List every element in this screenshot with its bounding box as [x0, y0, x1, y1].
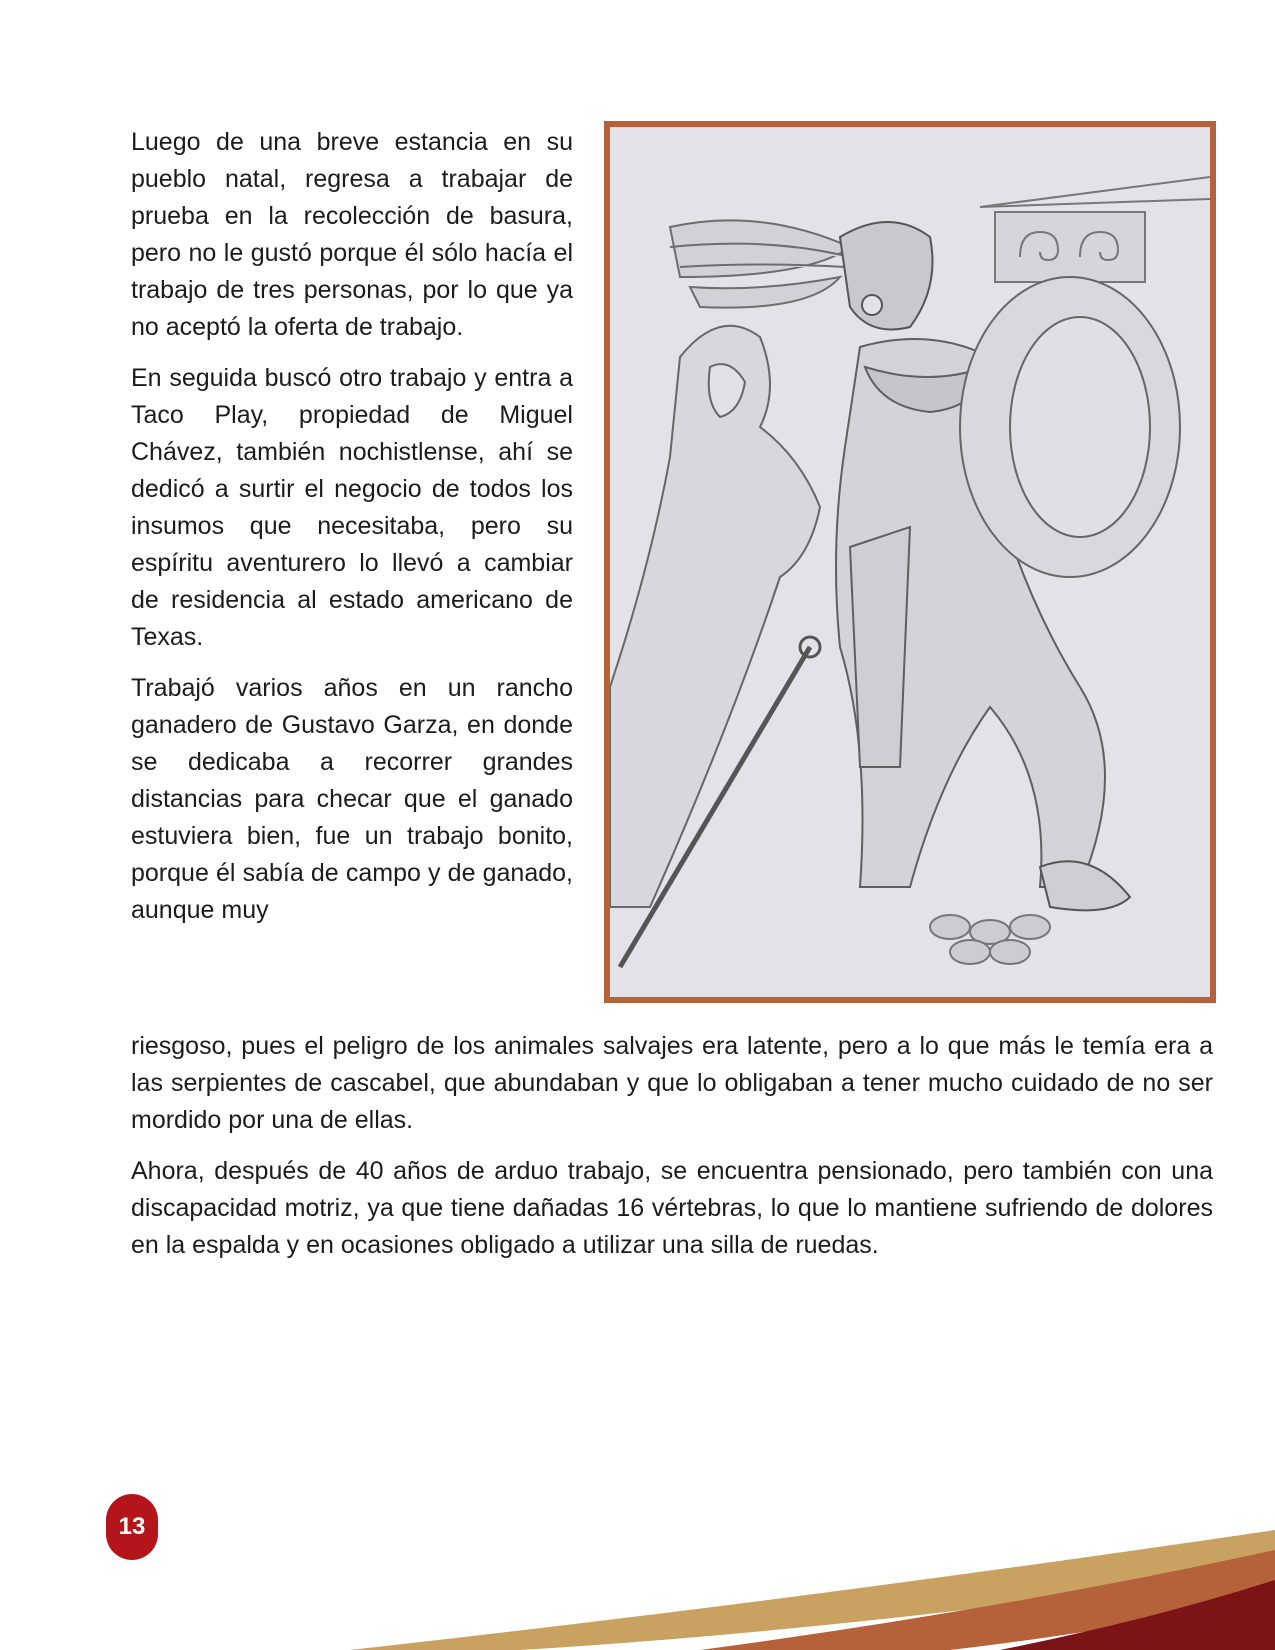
- paragraph-2: En seguida buscó otro trabajo y entra a Taco Play, propiedad de Miguel Chávez, también nochistlense, ahí se dedicó a surtir el negocio de todos los insumos que necesitaba, pero su espíritu aventurero lo llevó a cambiar de residencia al estado americano de Texas.: [131, 364, 573, 651]
- full-width-text: [131, 1028, 1213, 1278]
- decorative-swoosh: [0, 1500, 1275, 1650]
- page-number: 13: [106, 1494, 158, 1560]
- paragraph-1: Luego de una breve estancia en su pueblo natal, regresa a trabajar de prueba en la recolección de basura, pero no le gustó porque él sólo hacía el trabajo de tres personas, por lo que ya no aceptó la oferta de trabajo.: [131, 128, 573, 341]
- warrior-drawing-icon: [610, 127, 1210, 997]
- pencil-drawing-figure: [604, 121, 1216, 1003]
- column-text: [131, 124, 573, 943]
- paragraph-3: Trabajó varios años en un rancho ganadero de Gustavo Garza, en donde se dedicaba a recorrer grandes distancias para checar que el ganado estuviera bien, fue un trabajo bonito, porque él sabía de campo y de ganado, aunque muy: [131, 674, 573, 924]
- paragraph-4: riesgoso, pues el peligro de los animales salvajes era latente, pero a lo que más le temía era a las serpientes de cascabel, que abundaban y que lo obligaban a tener mucho cuidado de no ser mordido por una de ellas.: [131, 1032, 1213, 1134]
- paragraph-5: Ahora, después de 40 años de arduo trabajo, se encuentra pensionado, pero también con una discapacidad motriz, ya que tiene dañadas 16 vértebras, lo que lo mantiene sufriendo de dolores en la espalda y en ocasiones obligado a utilizar una silla de ruedas.: [131, 1157, 1213, 1259]
